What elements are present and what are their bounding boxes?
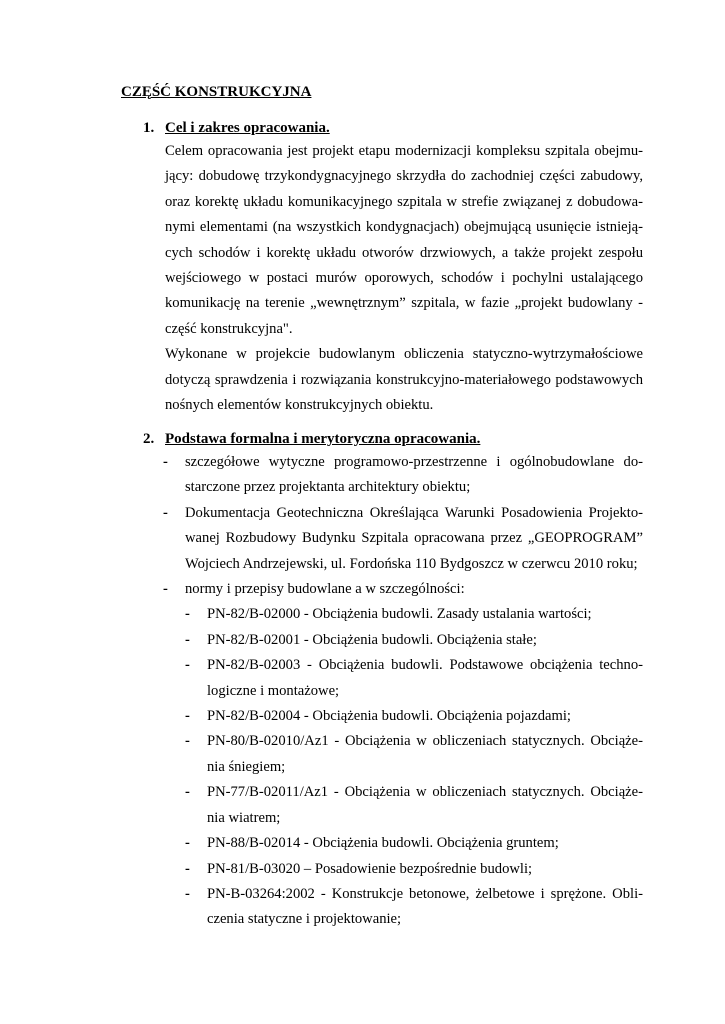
norm-text: PN-82/B-02003 - Obciążenia budowli. Podstawowe obciążenia techno-logiczne i montażowe; [207,657,643,699]
list-item-text: normy i przepisy budowlane a w szczególności: [185,581,465,598]
list-item-text: Dokumentacja Geotechniczna Określająca Warunki Posadowienia Projekto-wanej Rozbudowy Budynku Szpitala opracowana przez „GEOPROGRAM” Wojciech Andrzejewski, ul. Fordońska 110 Bydgoszcz w czerwcu 2010 roku; [185,504,643,572]
bullet-dash: - [163,581,168,598]
norm-item [185,882,643,933]
bullet-dash: - [185,606,190,623]
section-number: 1. [143,120,155,136]
bullet-dash: - [185,733,190,750]
basis-list [143,450,643,933]
list-item-text: szczegółowe wytyczne programowo-przestrzenne i ogólnobudowlane do-starczone przez projektanta architektury obiektu; [185,454,643,496]
bullet-dash: - [185,657,190,674]
bullet-dash: - [163,504,168,521]
section-formal-basis [143,429,643,933]
norm-item [185,704,643,729]
list-item [163,450,643,501]
bullet-dash: - [185,885,190,902]
norm-text: PN-82/B-02000 - Obciążenia budowli. Zasady ustalania wartości; [207,606,592,623]
norm-item [185,628,643,653]
paragraph-calculations: Wykonane w projekcie budowlanym obliczenia statyczno-wytrzymałościowe dotyczą sprawdzenia i rozwiązania konstrukcyjno-materiałowego podstawowych nośnych elementów konstrukcyjnych obiektu. [165,346,643,414]
norm-item [185,831,643,856]
norm-item [185,729,643,780]
document-title: CZĘŚĆ KONSTRUKCYJNA [121,84,312,100]
section-title: Cel i zakres opracowania. [165,120,330,136]
norms-list [143,602,643,932]
section-body [165,139,643,418]
bullet-dash: - [163,454,168,470]
section-number: 2. [143,431,155,447]
norm-item [185,602,643,627]
bullet-dash: - [185,784,190,801]
norm-text: PN-81/B-03020 – Posadowienie bezpośrednie budowli; [207,860,533,877]
bullet-dash: - [185,835,190,852]
norm-text: PN-80/B-02010/Az1 - Obciążenia w obliczeniach statycznych. Obciąże-nia śniegiem; [207,733,643,775]
list-item [163,501,643,577]
section-goal-scope [143,118,643,418]
norm-text: PN-88/B-02014 - Obciążenia budowli. Obciążenia gruntem; [207,835,559,852]
norm-text: PN-B-03264:2002 - Konstrukcje betonowe, żelbetowe i sprężone. Obli-czenia statyczne i projektowanie; [207,885,643,928]
norm-item [185,780,643,831]
section-heading [143,429,643,449]
list-item [163,577,643,933]
bullet-dash: - [185,860,190,877]
norm-text: PN-77/B-02011/Az1 - Obciążenia w obliczeniach statycznych. Obciąże-nia wiatrem; [207,784,643,826]
norm-text: PN-82/B-02001 - Obciążenia budowli. Obciążenia stałe; [207,631,537,648]
norm-item [185,653,643,704]
paragraph-purpose: Celem opracowania jest projekt etapu modernizacji kompleksu szpitala obejmu-jący: dobudowę trzykondygnacyjnego skrzydła do zachodniej części zabudowy, oraz korektę układu komunikacyjnego szpitala w strefie związanej z dobudowa-nymi elementami (na wszystkich kondygnacjach) obejmującą usunięcie istnieją-cych schodów i korektę układu otworów drzwiowych, a także projekt zespołu wejściowego w postaci murów oporowych, schodów i pochylni ustalającego komunikację na terenie „wewnętrznym” szpitala, w fazie „projekt budowlany - część konstrukcyjna". [165,143,643,337]
section-heading [143,118,643,138]
section-title: Podstawa formalna i merytoryczna opracowania. [165,431,481,447]
bullet-dash: - [185,631,190,648]
bullet-dash: - [185,708,190,725]
norm-item [185,857,643,882]
norm-text: PN-82/B-02004 - Obciążenia budowli. Obciążenia pojazdami; [207,708,571,725]
